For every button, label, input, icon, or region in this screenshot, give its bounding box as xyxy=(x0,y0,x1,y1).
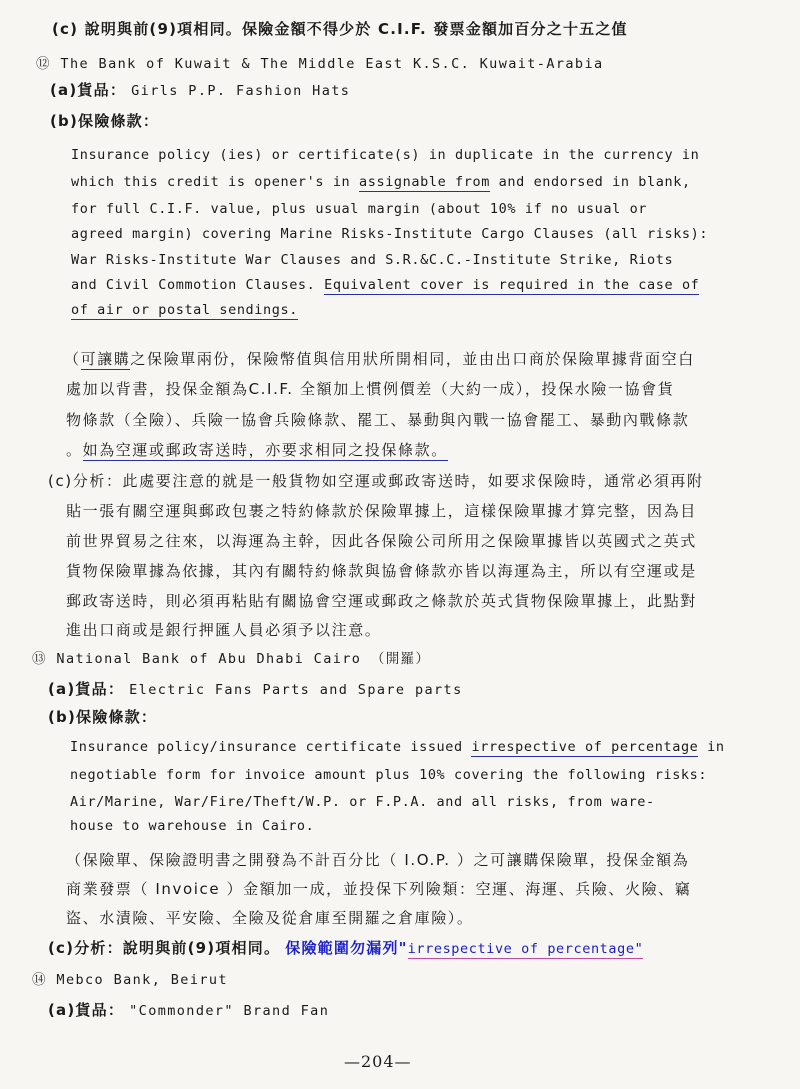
zh-translation-line-3: 物條款（全險）、兵險一協會兵險條款、罷工、暴動與內戰一協會罷工、暴動內戰條款 xyxy=(66,411,690,429)
en-clause-line-5: War Risks-Institute War Clauses and S.R.&C.C.-Institute Strike, Riots xyxy=(71,252,674,268)
zh1-pre: （ xyxy=(64,350,81,368)
en2-post: and endorsed in blank, xyxy=(489,174,691,190)
zh-translation-line-4 xyxy=(66,443,448,458)
analysis-line-4: 貨物保險單據為依據，其內有關特約條款與協會條款亦皆以海運為主，所以有空運或是 xyxy=(66,562,697,580)
en-clause-line-7 xyxy=(71,304,298,318)
line-c-same-as-9: (c) 說明與前(9)項相同。保險金額不得少於 C.I.F. 發票金額加百分之十五之值 xyxy=(52,20,628,38)
goods-value: "Commonder" Brand Fan xyxy=(129,1003,330,1019)
analysis-line-5: 郵政寄送時，則必須再粘貼有關協會空運或郵政之條款於英式貨物保險單據上，此點對 xyxy=(66,592,697,610)
en-clause-line-4: agreed margin) covering Marine Risks-Institute Cargo Clauses (all risks): xyxy=(71,226,709,242)
item-12-goods xyxy=(50,82,350,99)
zh4-underlined: 如為空運或郵政寄送時，亦要求相同之投保條款。 xyxy=(82,441,448,459)
en7-underlined: of air or postal sendings. xyxy=(71,302,298,318)
zh-translation-line-2: 處加以背書，投保金額為C.I.F. 全額加上慣例價差（大約一成），投保水險一協會貨 xyxy=(66,380,675,398)
zh13-line-3: 盜、水漬險、平安險、全險及從倉庫至開羅之倉庫險）。 xyxy=(66,909,474,927)
zh13-line-2: 商業發票（ Invoice ）金額加一成，並投保下列險類：空運、海運、兵險、火險、竊 xyxy=(66,880,692,898)
blue-annotation-underlined: irrespective of percentage" xyxy=(407,941,644,957)
page-number: —204— xyxy=(344,1052,412,1071)
en-clause-line-1: Insurance policy (ies) or certificate(s) in duplicate in the currency in xyxy=(71,147,700,163)
analysis-line-6: 進出口商或是銀行押匯人員必須予以注意。 xyxy=(66,621,382,639)
en13-1-post: in xyxy=(698,739,725,755)
analysis-line-1: (c)分析：此處要注意的就是一般貨物如空運或郵政寄送時，如要求保險時，通常必須再附 xyxy=(48,472,704,490)
en13-line-3: Air/Marine, War/Fire/Theft/W.P. or F.P.A. and all risks, from ware- xyxy=(70,794,655,810)
goods-label: (a)貨品： xyxy=(50,81,127,99)
en-clause-line-2 xyxy=(71,176,691,190)
item-13-goods xyxy=(48,681,463,698)
en13-1-underlined: irrespective of percentage xyxy=(471,739,699,755)
en-clause-line-3: for full C.I.F. value, plus usual margin (about 10% if no usual or xyxy=(71,201,648,217)
en2-pre: which this credit is opener's in xyxy=(71,174,360,190)
en-clause-line-6 xyxy=(71,279,699,293)
en13-line-4: house to warehouse in Cairo. xyxy=(70,818,315,834)
zh-translation-line-1 xyxy=(64,352,695,367)
blue-annotation: 保險範圍勿漏列" xyxy=(285,939,408,957)
goods-label: (a)貨品： xyxy=(48,1001,125,1019)
item-12-bank: ⑫ The Bank of Kuwait & The Middle East K.S.C. Kuwait-Arabia xyxy=(36,56,604,72)
item-14-bank: ⑭ Mebco Bank, Beirut xyxy=(32,972,228,988)
goods-label: (a)貨品： xyxy=(48,680,125,698)
en6-underlined: Equivalent cover is required in the case of xyxy=(324,277,700,293)
en13-1-pre: Insurance policy/insurance certificate issued xyxy=(70,739,472,755)
item-13-bank: ⑬ National Bank of Abu Dhabi Cairo （開羅） xyxy=(32,651,431,667)
analysis-label: (c)分析：說明與前(9)項相同。 xyxy=(48,939,281,957)
en13-line-2: negotiable form for invoice amount plus 10% covering the following risks: xyxy=(70,767,708,783)
analysis-line-2: 貼一張有關空運與郵政包裹之特約條款於保險單據上，這樣保險單據才算完整，因為目 xyxy=(66,502,697,520)
item-12-insurance-label: (b)保險條款： xyxy=(50,112,160,130)
goods-value: Electric Fans Parts and Spare parts xyxy=(129,682,463,698)
item-13-analysis xyxy=(48,940,643,957)
zh13-line-1: （保險單、保險證明書之開發為不計百分比（ I.O.P. ）之可讓購保險單，投保金額為 xyxy=(66,851,690,869)
analysis-line-3: 前世界貿易之往來，以海運為主幹，因此各保險公司所用之保險單據皆以英國式之英式 xyxy=(66,532,697,550)
item-13-insurance-label: (b)保險條款： xyxy=(48,708,158,726)
zh1-underlined: 可讓購 xyxy=(80,350,131,368)
item-14-goods xyxy=(48,1002,329,1019)
en6-pre: and Civil Commotion Clauses. xyxy=(71,277,325,293)
goods-value: Girls P.P. Fashion Hats xyxy=(131,83,351,99)
zh1-post: 之保險單兩份，保險幣值與信用狀所開相同，並由出口商於保險單據背面空白 xyxy=(130,350,695,368)
en13-line-1 xyxy=(70,741,725,755)
en2-underlined: assignable from xyxy=(359,174,490,190)
zh4-pre: 。 xyxy=(66,441,83,459)
